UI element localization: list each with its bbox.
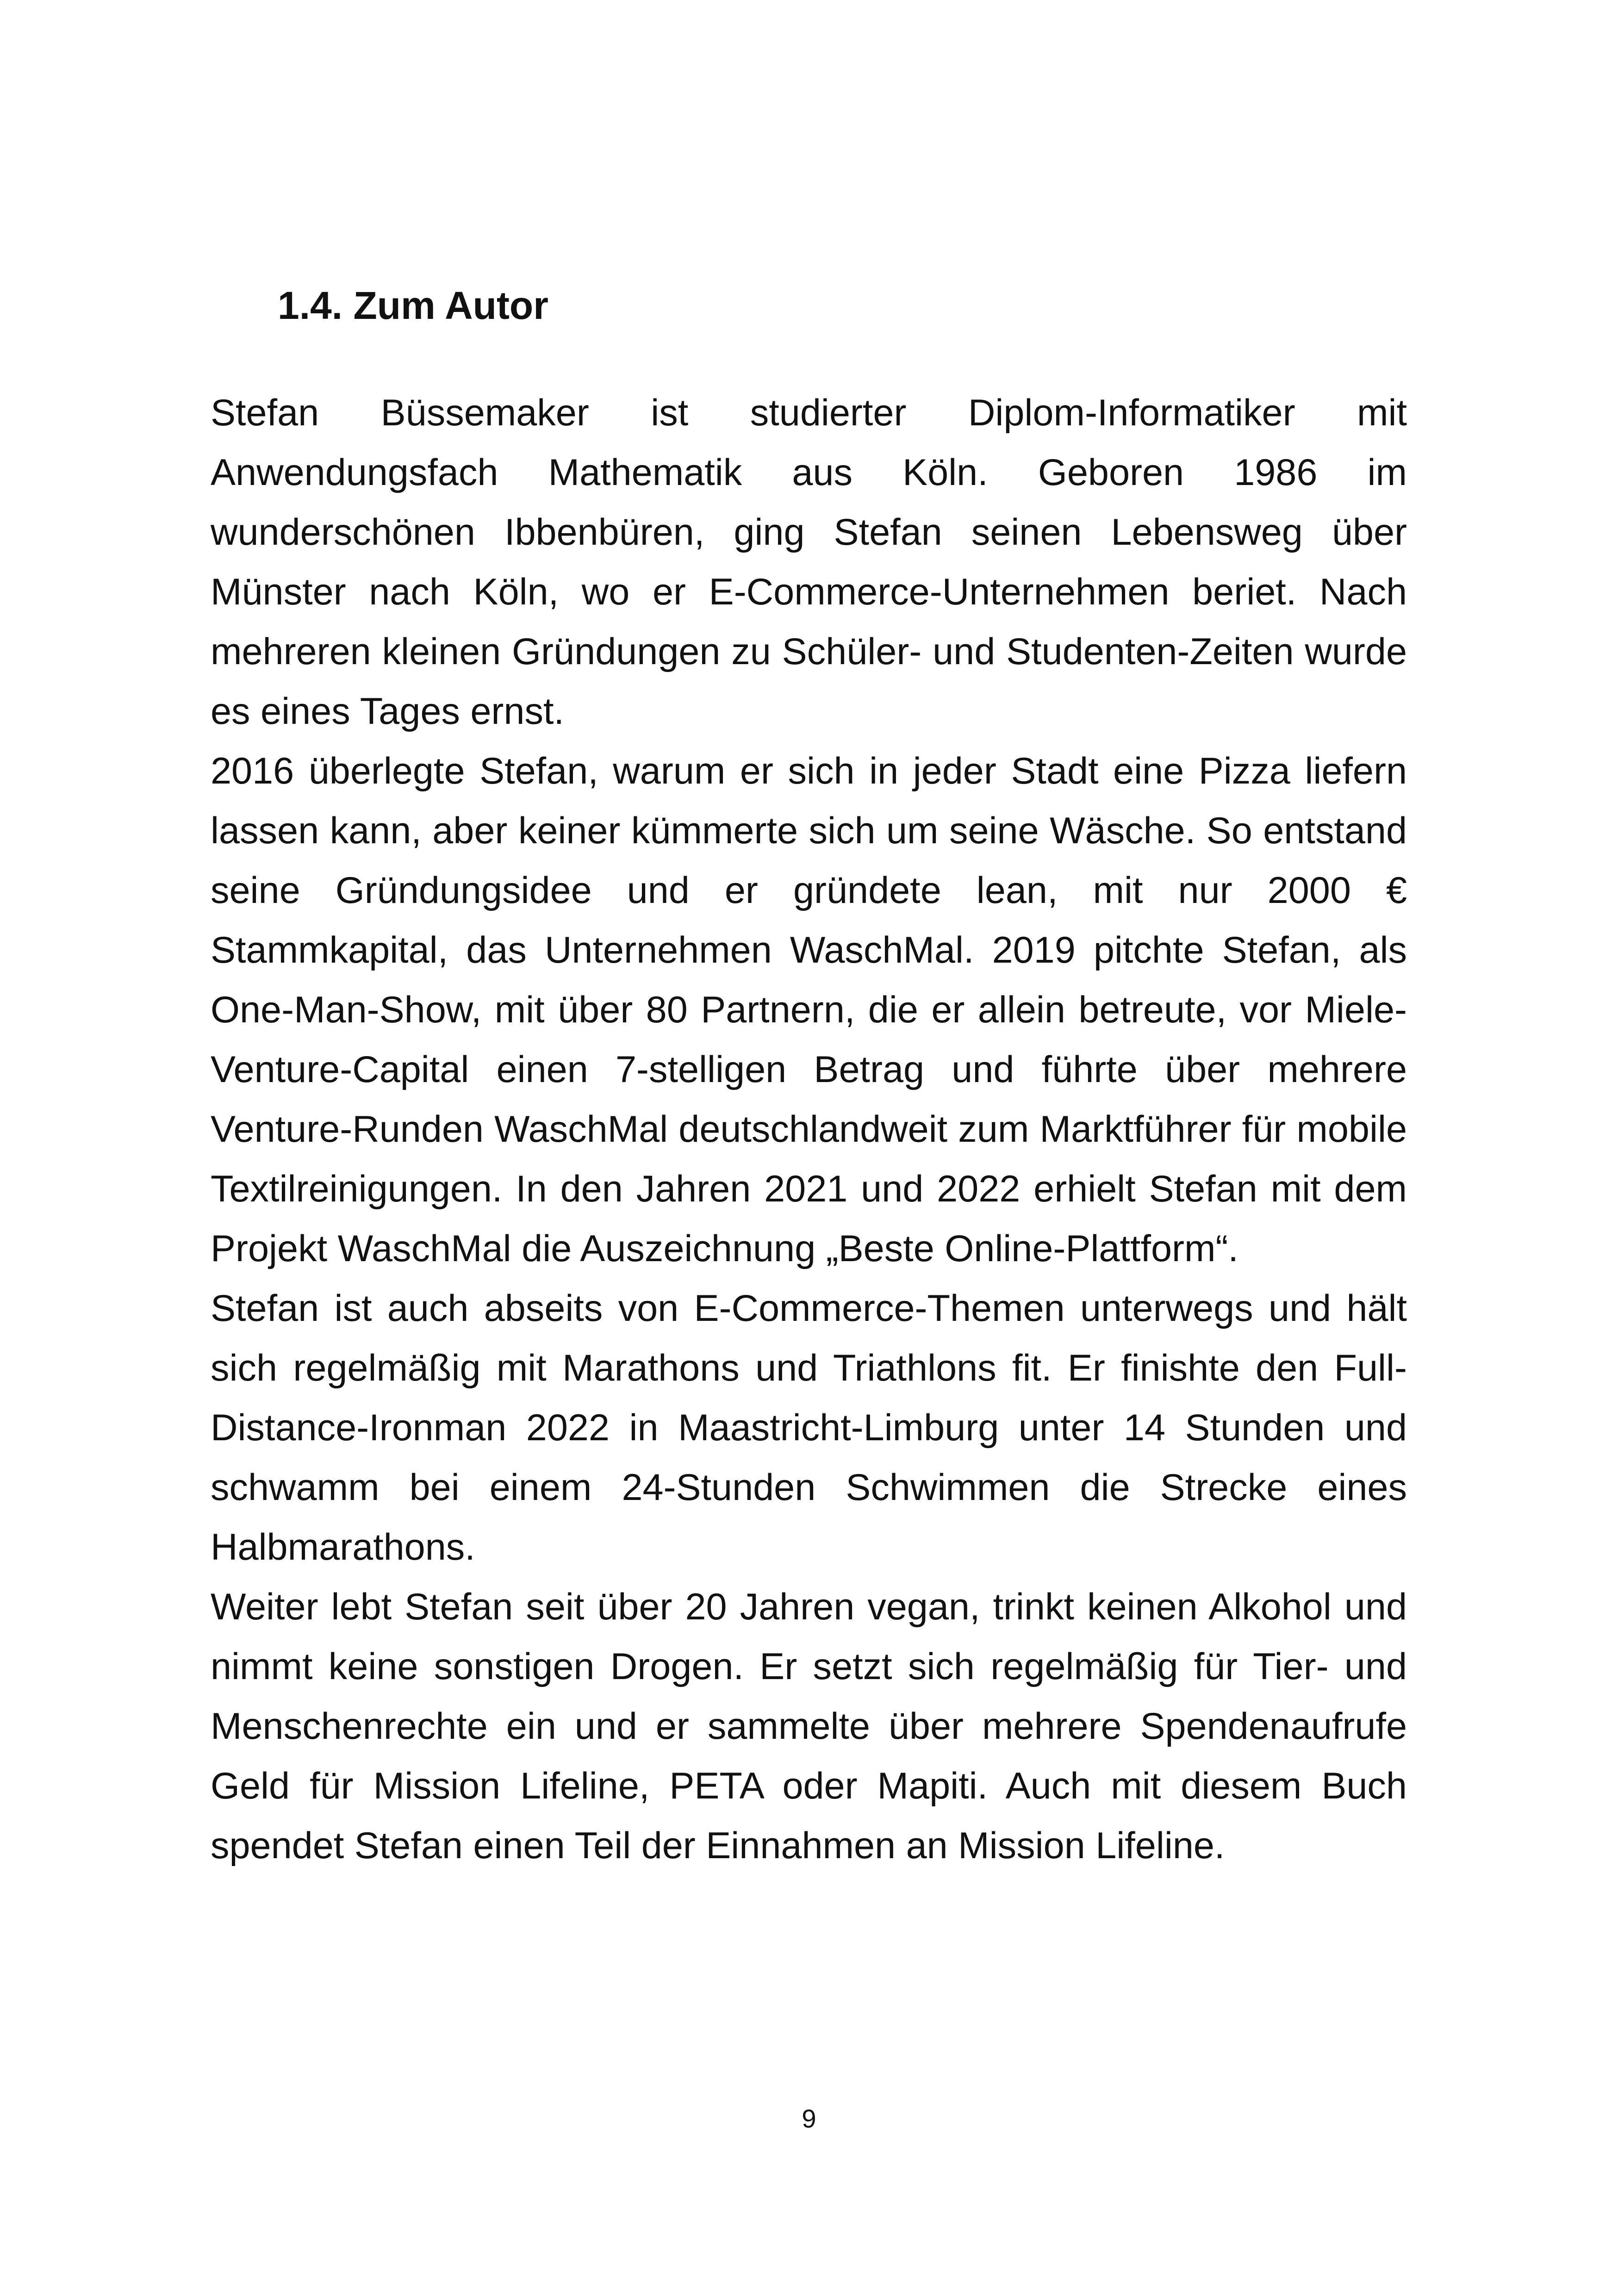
section-heading: 1.4. Zum Autor: [278, 284, 548, 327]
page-number: 9: [802, 2104, 816, 2133]
paragraph-intro: Stefan Büssemaker ist studierter Diplom-Informatiker mit Anwendungsfach Mathematik aus Köln. Geboren 1986 im wunderschönen Ibbenbüren, ging Stefan seinen Lebensweg über Münster nach Köln, wo er E-Commerce-Unternehmen beriet. Nach mehreren kleinen Gründungen zu Schüler- und Studenten-Zeiten wurde es eines Tages ernst.: [211, 392, 1407, 732]
body-text: [211, 383, 1407, 1876]
paragraph-waschmal: 2016 überlegte Stefan, warum er sich in jeder Stadt eine Pizza liefern lassen kann, aber keiner kümmerte sich um seine Wäsche. So entstand seine Gründungsidee und er gründete lean, mit nur 2000 € Stammkapital, das Unternehmen WaschMal. 2019 pitchte Stefan, als One-Man-Show, mit über 80 Partnern, die er allein betreute, vor Miele-Venture-Capital einen 7-stelligen Betrag und führte über mehrere Venture-Runden WaschMal deutschlandweit zum Marktführer für mobile Textilreinigungen. In den Jahren 2021 und 2022 erhielt Stefan mit dem Projekt WaschMal die Auszeichnung „Beste Online-Plattform“.: [211, 750, 1407, 1269]
paragraph-sports: Stefan ist auch abseits von E-Commerce-Themen unterwegs und hält sich regelmäßig mit Marathons und Triathlons fit. Er finishte den Full-Distance-Ironman 2022 in Maastricht-Limburg unter 14 Stunden und schwamm bei einem 24-Stunden Schwimmen die Strecke eines Halbmarathons.: [211, 1288, 1407, 1568]
paragraph-lifestyle: Weiter lebt Stefan seit über 20 Jahren vegan, trinkt keinen Alkohol und nimmt keine sonstigen Drogen. Er setzt sich regelmäßig für Tier- und Menschenrechte ein und er sammelte über mehrere Spendenaufrufe Geld für Mission Lifeline, PETA oder Mapiti. Auch mit diesem Buch spendet Stefan einen Teil der Einnahmen an Mission Lifeline.: [211, 1586, 1407, 1867]
